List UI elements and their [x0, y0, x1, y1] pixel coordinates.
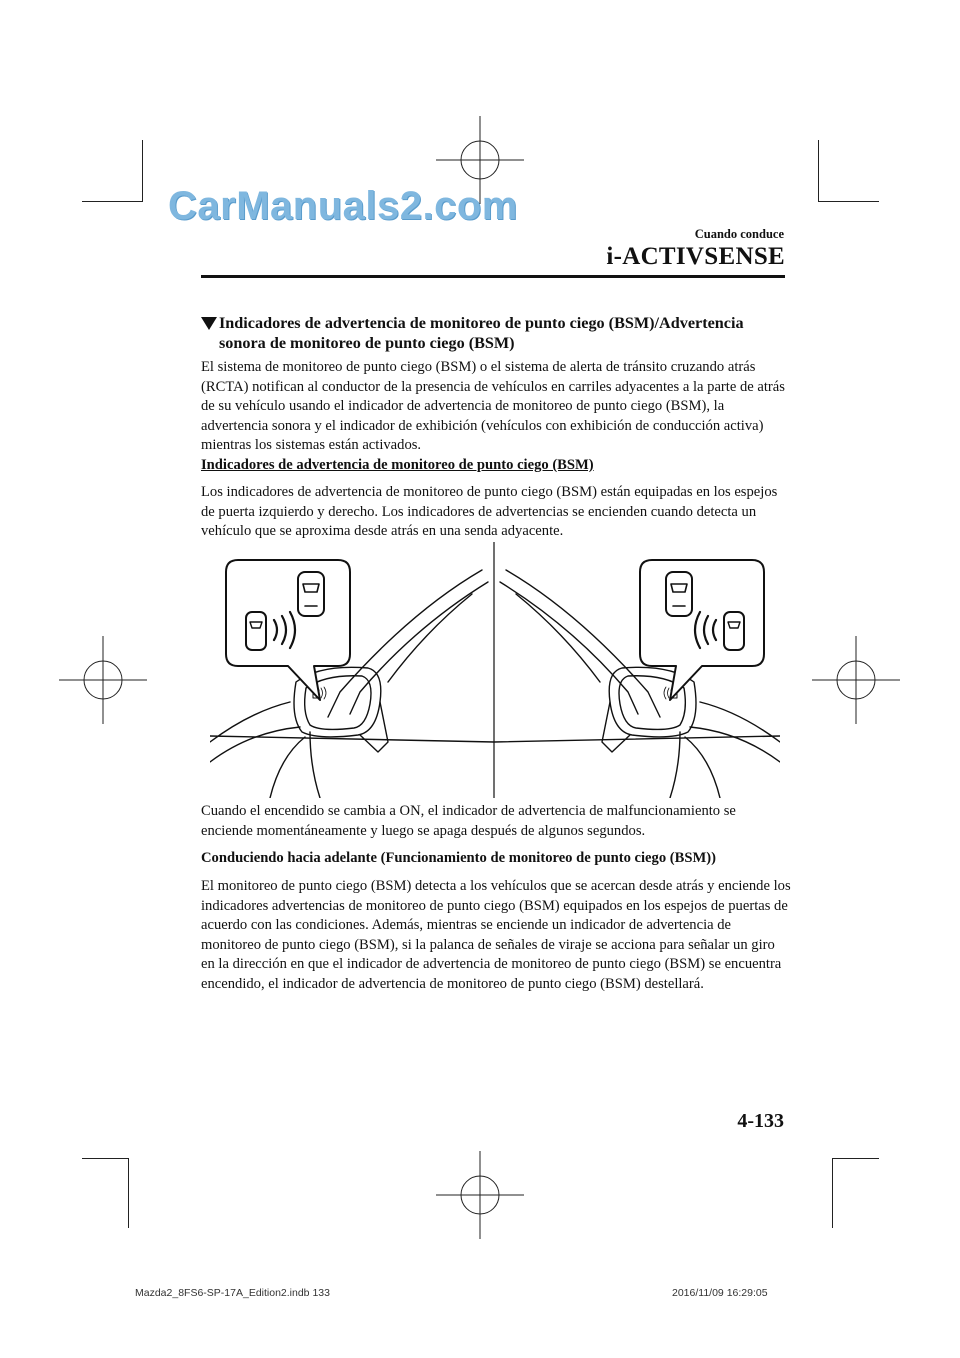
chapter-title: i-ACTIVSENSE [606, 243, 785, 270]
subheading-bsm-indicators: Indicadores de advertencia de monitoreo de punto ciego (BSM) [201, 457, 594, 473]
driving-forward-paragraph: El monitoreo de punto ciego (BSM) detecta a los vehículos que se acercan desde atrás y enciende los indicadores advertencias de monitoreo de punto ciego (BSM) equipados en los espejos de puertas de acuerdo con las condiciones. Además, mientras se enciende un indicador de advertencia de monitoreo de punto ciego (BSM), si la palanca de señales de viraje se acciona para señalar un giro en la dirección en que el indicador de advertencia de monitoreo de punto ciego (BSM) se encuentra encendido, el indicador de advertencia de monitoreo de punto ciego (BSM) destellará. [201, 878, 791, 992]
mirror-indicator-illustration [210, 542, 780, 798]
ignition-paragraph: Cuando el encendido se cambia a ON, el indicador de advertencia de malfuncionamiento se enciende momentáneamente y luego se apaga después de algunos segundos. [201, 803, 736, 839]
intro-paragraph: El sistema de monitoreo de punto ciego (BSM) o el sistema de alerta de tránsito cruzando atrás (RCTA) notifican al conductor de la presencia de vehículos en carriles adyacentes a la parte de atrás de su vehículo usando el indicador de advertencia de monitoreo de punto ciego (BSM), la advertencia sonora y el indicador de exhibición (vehículos con exhibición de conducción activa) mientras los sistemas están activados. [201, 359, 785, 453]
watermark-logo: CarManuals2.com [168, 184, 518, 228]
triangle-bullet-icon [201, 317, 217, 330]
footer-timestamp: 2016/11/09 16:29:05 [672, 1287, 768, 1299]
section-label: Cuando conduce [694, 227, 784, 241]
footer-filename: Mazda2_8FS6-SP-17A_Edition2.indb 133 [135, 1287, 330, 1299]
heading-text: Indicadores de advertencia de monitoreo de punto ciego (BSM)/Advertencia sonora de monitoreo de punto ciego (BSM) [219, 314, 744, 352]
page-number: 4-133 [737, 1110, 784, 1132]
header-divider [201, 275, 785, 278]
indicators-paragraph: Los indicadores de advertencia de monitoreo de punto ciego (BSM) están equipadas en los espejos de puerta izquierdo y derecho. Los indicadores de advertencias se encienden cuando detecta un vehículo que se aproxima desde atrás en una senda adyacente. [201, 484, 778, 539]
subheading-driving-forward: Conduciendo hacia adelante (Funcionamiento de monitoreo de punto ciego (BSM)) [201, 850, 716, 866]
